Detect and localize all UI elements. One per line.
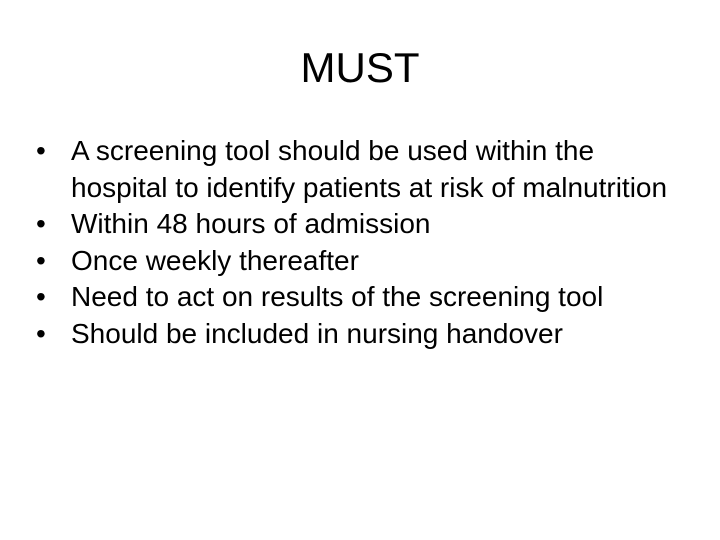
bullet-text: Need to act on results of the screening tool xyxy=(71,281,604,312)
bullet-text: Once weekly thereafter xyxy=(71,244,359,276)
bullet-icon: • xyxy=(36,244,46,276)
bullet-text: Should be included in nursing handover xyxy=(71,317,563,349)
bullet-text: A screening tool should be used within the hospital to identify patients at risk of malnutrition xyxy=(71,135,668,203)
bullet-item xyxy=(36,133,686,206)
slide-title: MUST xyxy=(300,44,420,91)
bullet-icon: • xyxy=(36,135,46,166)
bullet-item xyxy=(36,206,696,243)
bullet-text: Within 48 hours of admission xyxy=(71,208,431,239)
bullet-item xyxy=(36,279,696,316)
bullet-item xyxy=(36,243,696,280)
bullet-list xyxy=(36,133,696,352)
bullet-icon: • xyxy=(36,317,46,349)
bullet-item xyxy=(36,316,696,353)
bullet-icon: • xyxy=(36,281,46,312)
bullet-icon: • xyxy=(36,208,46,239)
